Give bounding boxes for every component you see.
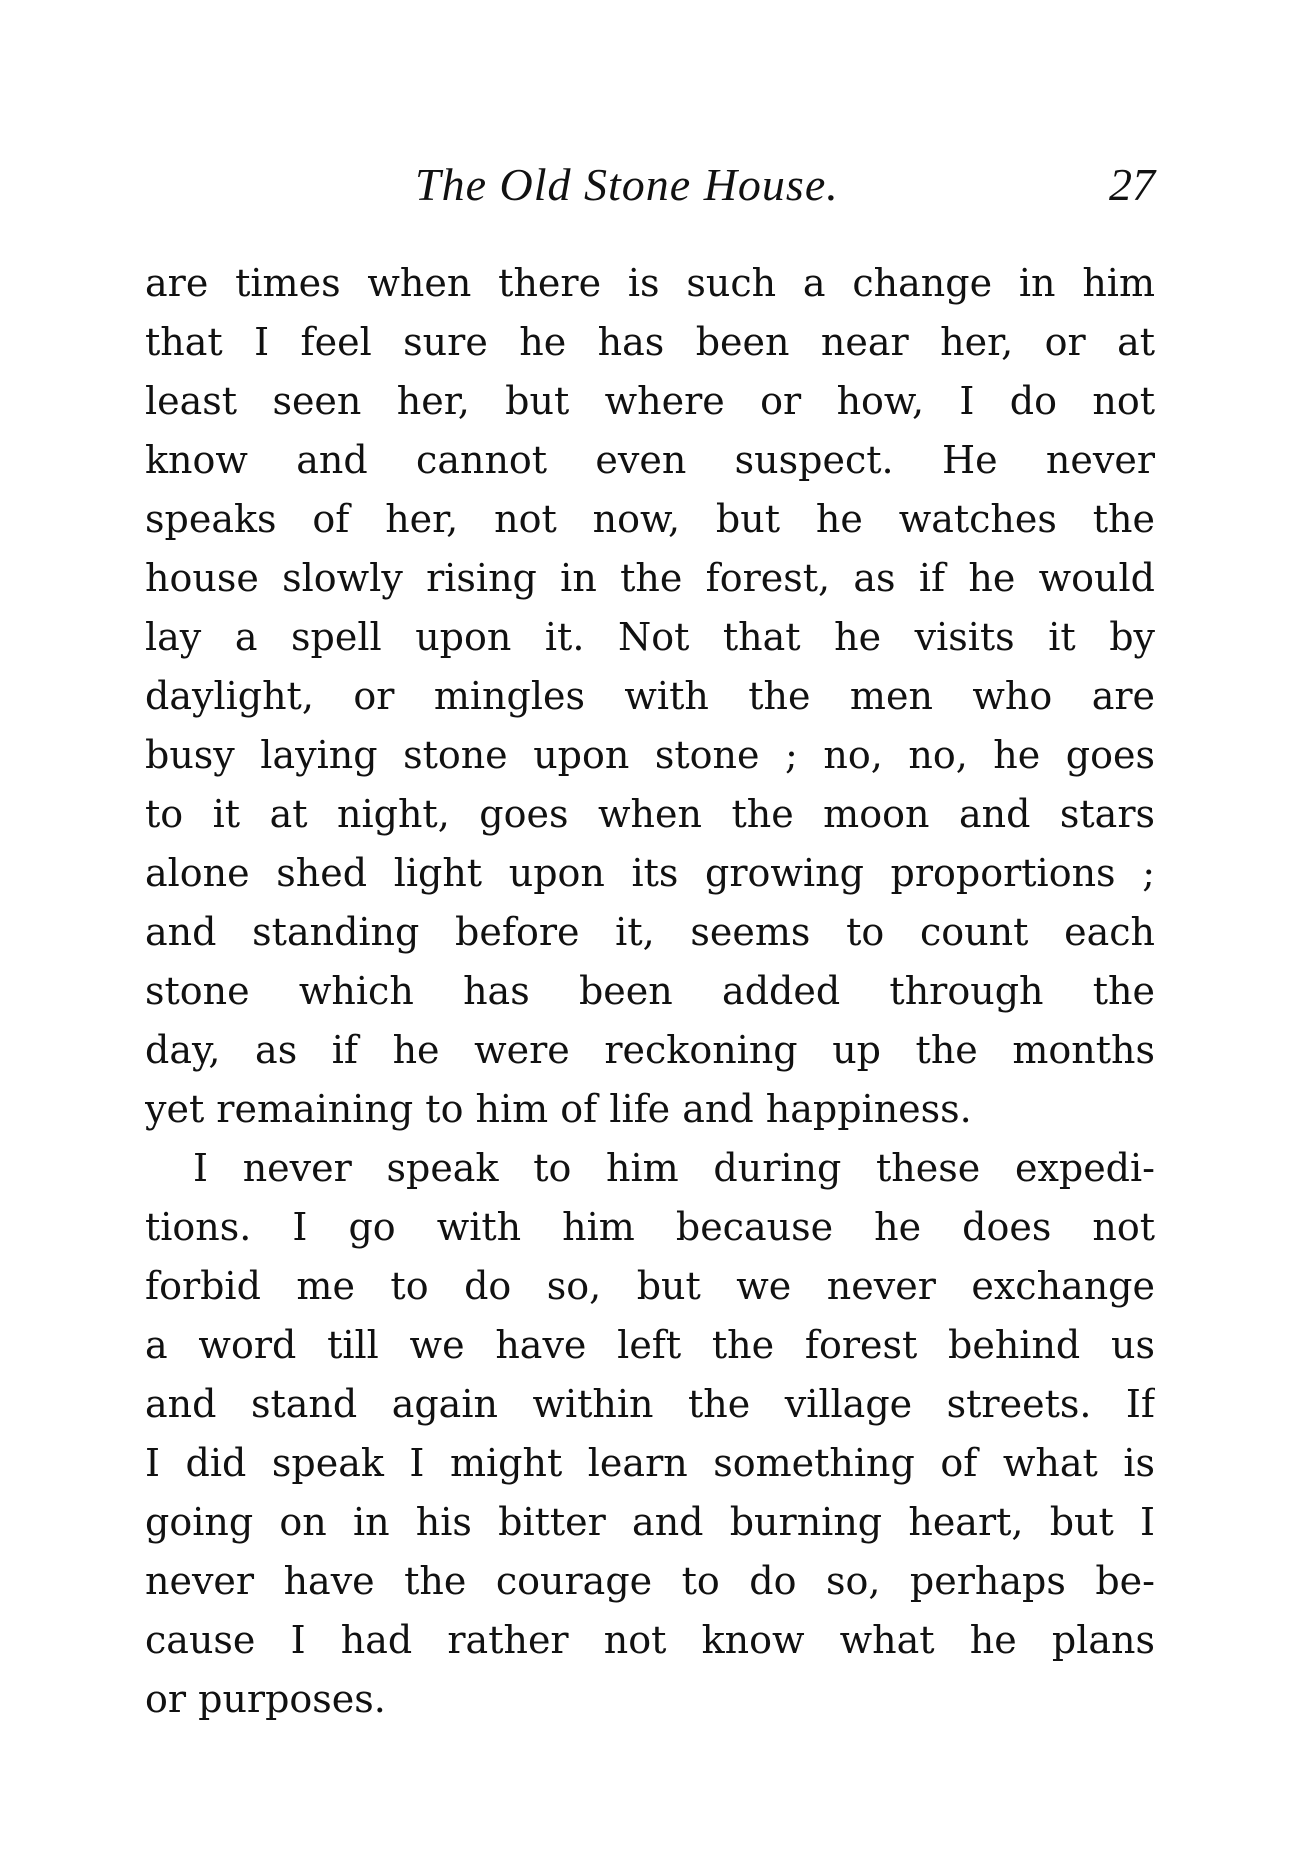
running-title: The Old Stone House. bbox=[415, 159, 839, 210]
text-line: are times when there is such a change in him bbox=[145, 261, 1155, 305]
text-line: daylight, or mingles with the men who are bbox=[145, 674, 1155, 718]
text-line: yet remaining to him of life and happiness. bbox=[145, 1087, 972, 1131]
text-line: cause I had rather not know what he plans bbox=[145, 1618, 1155, 1662]
running-head bbox=[145, 155, 1155, 215]
text-line: that I feel sure he has been near her, or at bbox=[145, 320, 1155, 364]
text-line: alone shed light upon its growing proportions ; bbox=[145, 851, 1155, 895]
text-line: speaks of her, not now, but he watches the bbox=[145, 497, 1155, 541]
text-line: forbid me to do so, but we never exchange bbox=[145, 1264, 1155, 1308]
text-line: know and cannot even suspect. He never bbox=[145, 438, 1155, 482]
text-line: tions. I go with him because he does not bbox=[145, 1205, 1155, 1249]
text-line: lay a spell upon it. Not that he visits it by bbox=[145, 615, 1155, 659]
text-line: I did speak I might learn something of what is bbox=[145, 1441, 1155, 1485]
text-line: a word till we have left the forest behind us bbox=[145, 1323, 1155, 1367]
text-line: stone which has been added through the bbox=[145, 969, 1155, 1013]
text-line: busy laying stone upon stone ; no, no, he goes bbox=[145, 733, 1155, 777]
text-line: day, as if he were reckoning up the months bbox=[145, 1028, 1155, 1072]
text-line: to it at night, goes when the moon and stars bbox=[145, 792, 1155, 836]
text-line: never have the courage to do so, perhaps be- bbox=[145, 1559, 1155, 1603]
page-number: 27 bbox=[1109, 159, 1155, 210]
text-line: or purposes. bbox=[145, 1677, 386, 1721]
text-line: and standing before it, seems to count each bbox=[145, 910, 1155, 954]
paragraph-first-line: I never speak to him during these expedi- bbox=[193, 1146, 1155, 1190]
text-line: and stand again within the village streets. If bbox=[145, 1382, 1155, 1426]
text-line: house slowly rising in the forest, as if he would bbox=[145, 556, 1155, 600]
text-line: going on in his bitter and burning heart, but I bbox=[145, 1500, 1155, 1544]
body-text bbox=[145, 254, 1155, 1729]
text-line: least seen her, but where or how, I do not bbox=[145, 379, 1155, 423]
